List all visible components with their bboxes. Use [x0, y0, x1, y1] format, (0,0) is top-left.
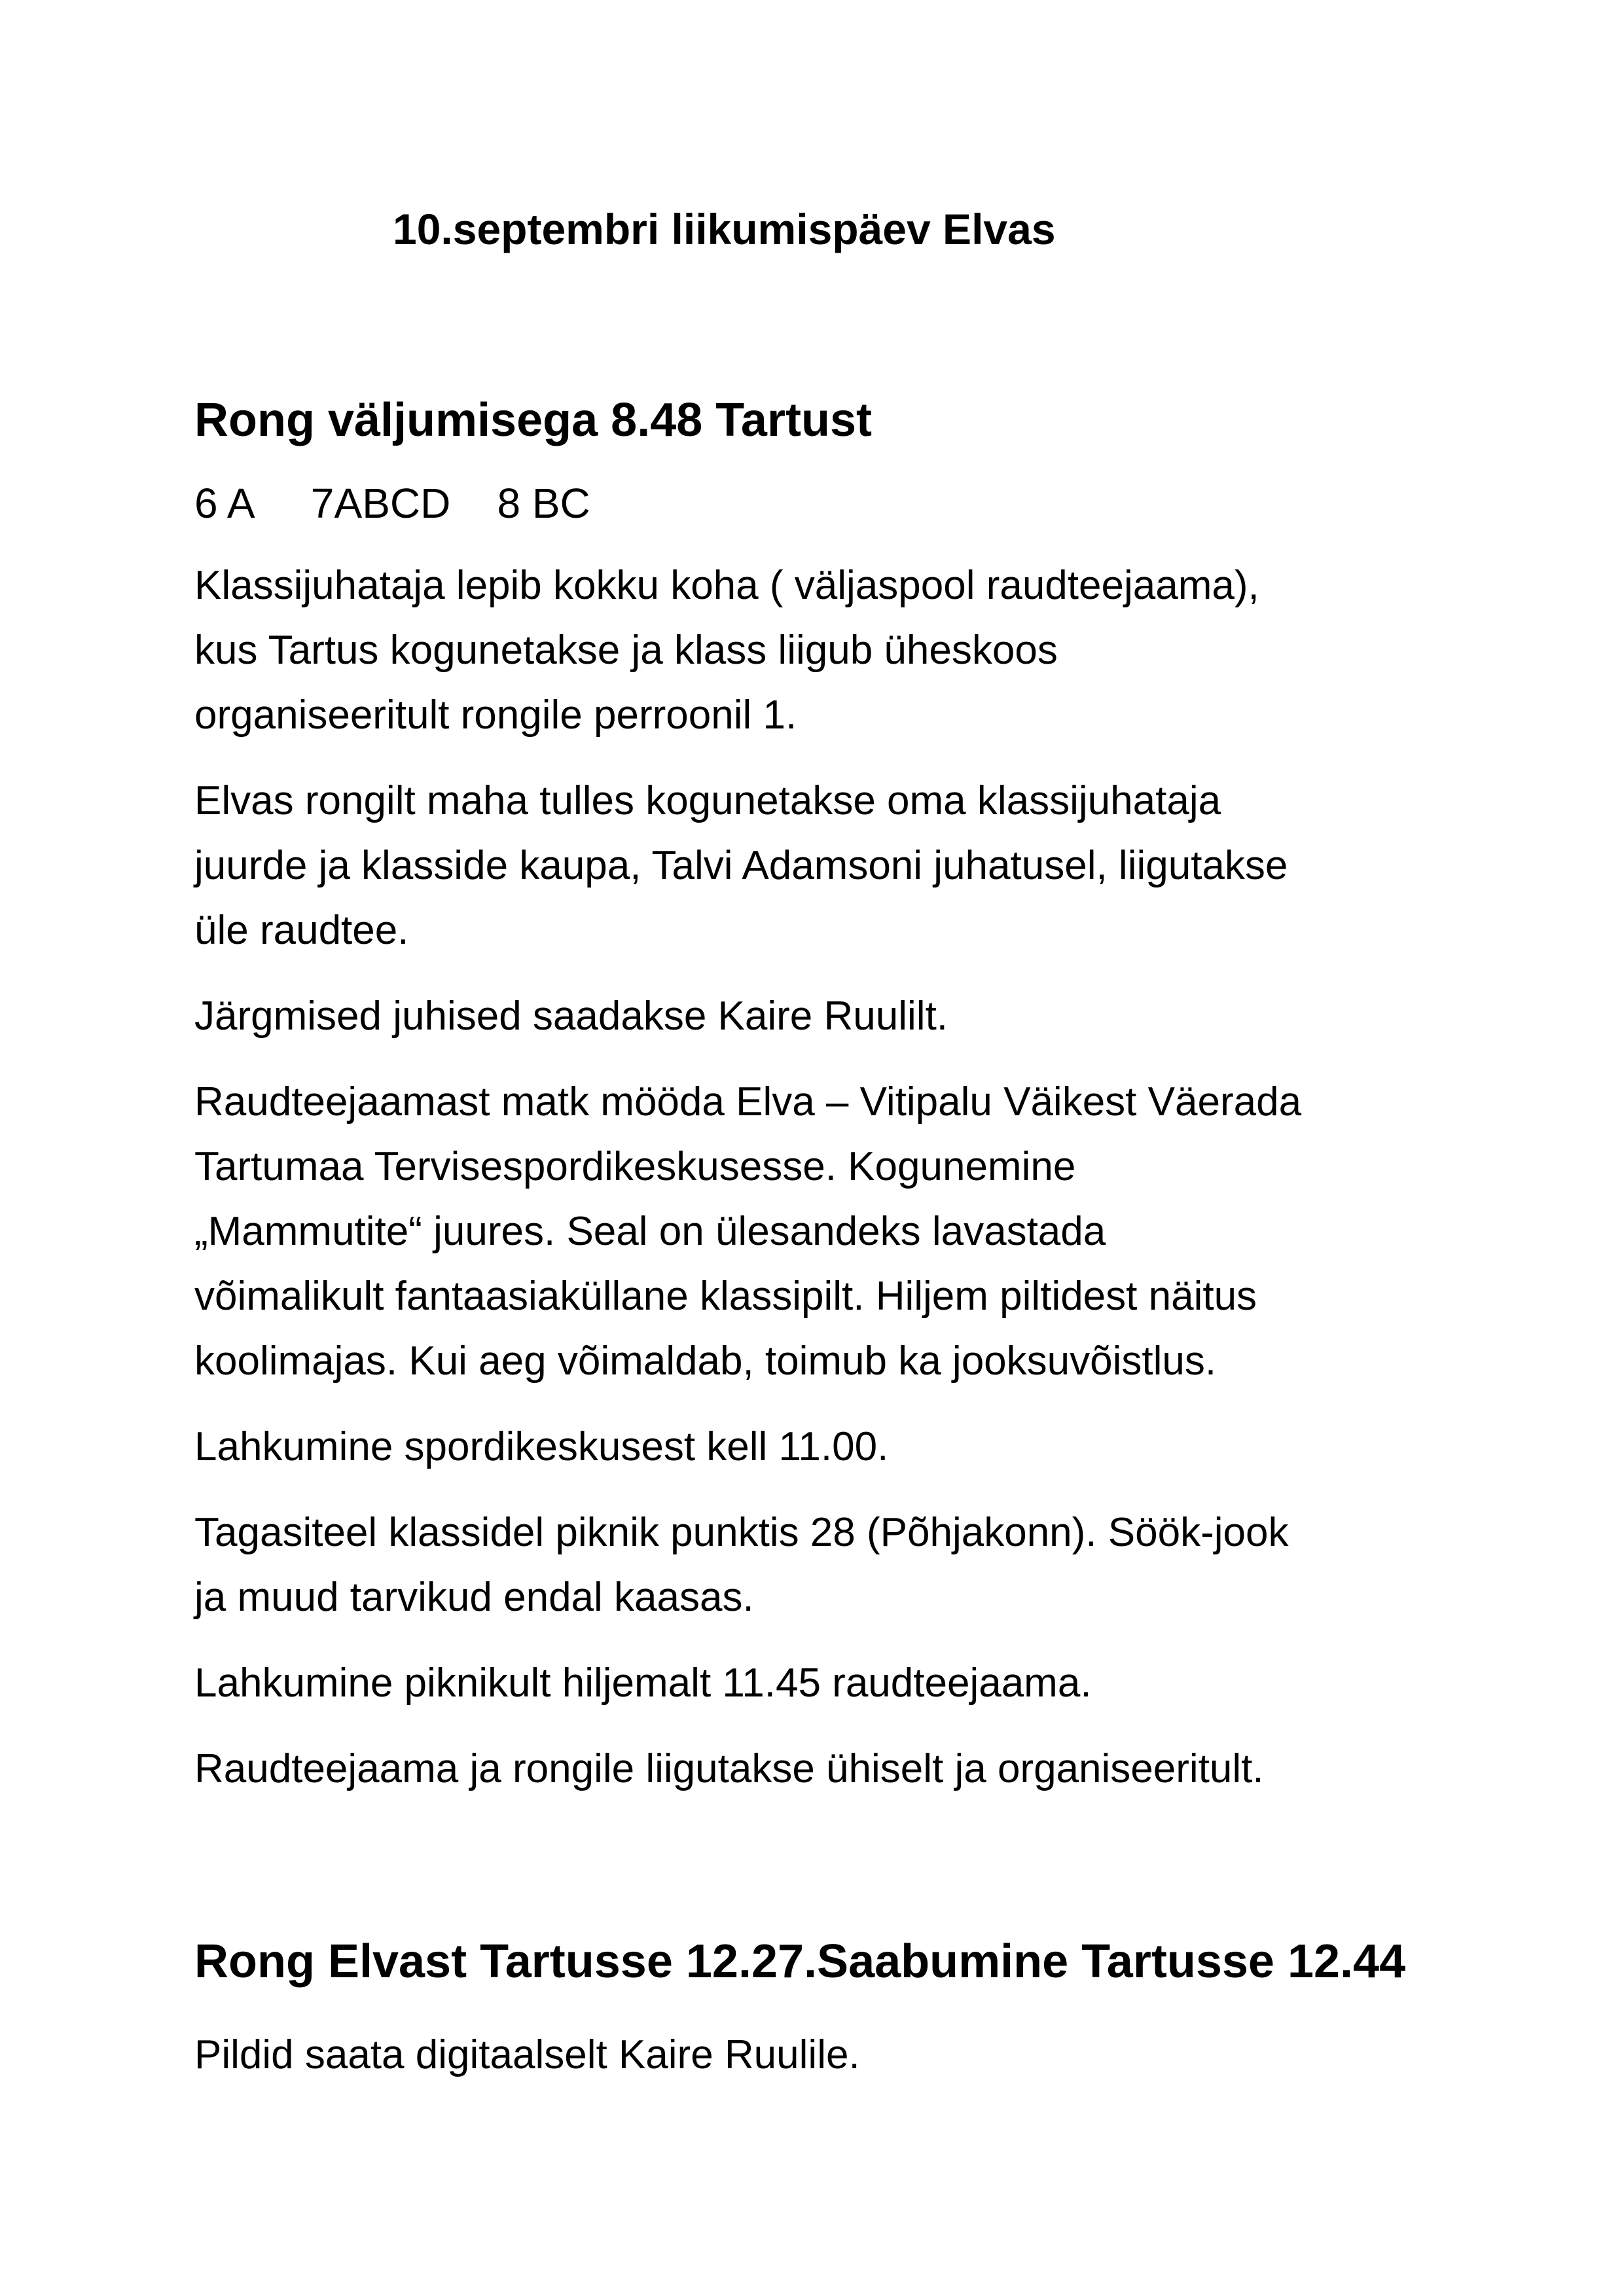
- paragraph: [194, 1414, 1438, 1479]
- paragraph-line: Raudteejaamast matk mööda Elva – Vitipalu Väikest Väerada: [194, 1079, 1302, 1124]
- paragraph-line: organiseeritult rongile perroonil 1.: [194, 692, 797, 738]
- departure-heading: Rong väljumisega 8.48 Tartust: [194, 394, 872, 446]
- paragraph-line: kus Tartus kogunetakse ja klass liigub üheskoos: [194, 628, 1058, 673]
- page-title: 10.septembri liikumispäev Elvas: [393, 205, 1056, 253]
- paragraph: [194, 984, 1438, 1049]
- paragraph-line: üle raudtee.: [194, 908, 409, 953]
- paragraph-line: ja muud tarvikud endal kaasas.: [194, 1575, 754, 1620]
- paragraph-line: Lahkumine piknikult hiljemalt 11.45 raudteejaama.: [194, 1660, 1092, 1706]
- paragraph-line: Lahkumine spordikeskusest kell 11.00.: [194, 1424, 889, 1469]
- classes-line: 6 A 7ABCD 8 BC: [194, 480, 590, 527]
- paragraph-line: Elvas rongilt maha tulles kogunetakse oma klassijuhataja: [194, 778, 1221, 823]
- paragraph-line: koolimajas. Kui aeg võimaldab, toimub ka jooksuvõistlus.: [194, 1338, 1217, 1384]
- return-heading: Rong Elvast Tartusse 12.27.Saabumine Tartusse 12.44: [194, 1935, 1406, 1988]
- paragraph-line: juurde ja klasside kaupa, Talvi Adamsoni juhatusel, liigutakse: [194, 843, 1288, 888]
- paragraph: [194, 553, 1438, 747]
- paragraph: [194, 768, 1438, 963]
- paragraph-line: Tagasiteel klassidel piknik punktis 28 (Põhjakonn). Söök-jook: [194, 1510, 1289, 1555]
- paragraph-line: Järgmised juhised saadakse Kaire Ruulilt.: [194, 994, 948, 1039]
- document-body: [194, 384, 1438, 2108]
- paragraph-line: Tartumaa Tervisespordikeskusesse. Kogunemine: [194, 1144, 1076, 1189]
- paragraph-line: Klassijuhataja lepib kokku koha ( väljaspool raudteejaama),: [194, 563, 1259, 608]
- paragraph-line: „Mammutite“ juures. Seal on ülesandeks lavastada: [194, 1209, 1106, 1254]
- instructions: [194, 553, 1438, 1801]
- paragraph-line: võimalikult fantaasiaküllane klassipilt. Hiljem piltidest näitus: [194, 1274, 1257, 1319]
- paragraph: [194, 1651, 1438, 1715]
- paragraph: [194, 1069, 1438, 1393]
- paragraph-line: Raudteejaama ja rongile liigutakse ühiselt ja organiseeritult.: [194, 1746, 1264, 1791]
- paragraph: [194, 1500, 1438, 1630]
- closing-note: Pildid saata digitaalselt Kaire Ruulile.: [194, 2032, 860, 2077]
- paragraph: [194, 1736, 1438, 1801]
